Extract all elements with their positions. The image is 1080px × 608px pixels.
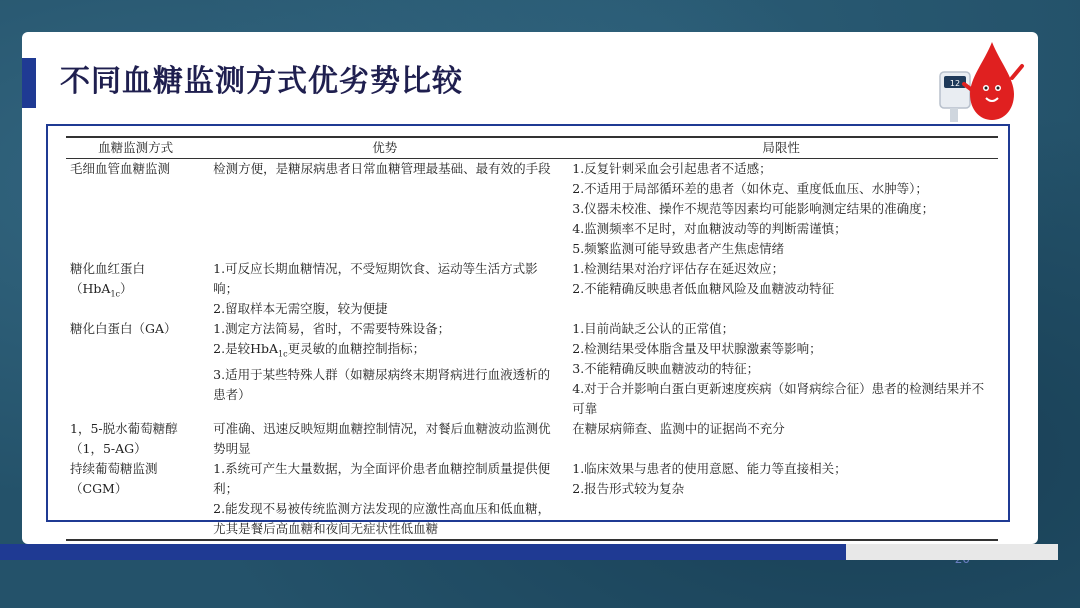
advantage-text: 可准确、迅速反映短期血糖控制情况，对餐后血糖波动监测优势明显	[213, 421, 551, 456]
advantage-text: 检测方便，是糖尿病患者日常血糖管理最基础、最有效的手段	[213, 161, 551, 176]
limitation-text: 5.频繁监测可能导致患者产生焦虑情绪	[572, 241, 785, 256]
page-title: 不同血糖监测方式优劣势比较	[60, 64, 463, 99]
comparison-table-frame	[46, 124, 1010, 536]
table-row	[66, 319, 998, 419]
limitation-text: 4.对于合并影响白蛋白更新速度疾病（如肾病综合征）患者的检测结果并不可靠	[572, 381, 985, 416]
limitation-text: 4.监测频率不足时，对血糖波动等的判断需谨慎；	[572, 221, 847, 236]
method-abbreviation: （CGM）	[70, 481, 128, 496]
method-abbreviation: （HbA$_{1c}$）	[70, 281, 133, 299]
advantage-text: 1.可反应长期血糖情况，不受短期饮食、运动等生活方式影响；	[213, 261, 538, 296]
limitation-text: 2.检测结果受体脂含量及甲状腺激素等影响；	[572, 341, 822, 356]
limitation-text: 在糖尿病筛查、监测中的证据尚不充分	[572, 421, 785, 436]
limitation-text: 2.报告形式较为复杂	[572, 481, 685, 496]
limitation-text: 2.不能精确反映患者低血糖风险及血糖波动特征	[572, 281, 835, 296]
comparison-table	[66, 136, 998, 541]
limitation-text: 1.检测结果对治疗评估存在延迟效应；	[572, 261, 785, 276]
blood-drop-glucose-meter-icon	[934, 38, 1026, 124]
table-row	[66, 419, 998, 459]
meter-reading: 12	[949, 79, 961, 88]
advantage-text: 2.能发现不易被传统监测方法发现的应激性高血压和低血糖，尤其是餐后高血糖和夜间无症状性低血糖	[213, 501, 551, 536]
advantage-text: 1.测定方法简易，省时，不需要特殊设备；	[213, 321, 451, 336]
method-name: 持续葡萄糖监测	[70, 461, 158, 476]
footer-accent-bar	[0, 544, 846, 560]
method-name: 毛细血管血糖监测	[70, 161, 171, 176]
limitation-text: 3.仪器未校准、操作不规范等因素均可能影响测定结果的准确度；	[572, 201, 935, 216]
limitation-text: 3.不能精确反映血糖波动的特征；	[572, 361, 760, 376]
slide	[22, 32, 1038, 544]
title-accent-bar	[22, 58, 36, 108]
limitation-text: 1.目前尚缺乏公认的正常值；	[572, 321, 735, 336]
advantage-text: 3.适用于某些特殊人群（如糖尿病终末期肾病进行血液透析的患者）	[213, 366, 551, 402]
advantage-text: 2.留取样本无需空腹，较为便捷	[213, 301, 388, 316]
advantage-text: 1.系统可产生大量数据，为全面评价患者血糖控制质量提供便利；	[213, 461, 551, 496]
table-row	[66, 159, 998, 260]
table-row	[66, 259, 998, 319]
footer-light-bar	[846, 544, 1058, 560]
limitation-text: 1.反复针刺采血会引起患者不适感；	[572, 161, 772, 176]
method-name: 1，5-脱水葡萄糖醇	[70, 421, 178, 436]
method-abbreviation: （1，5-AG）	[70, 441, 147, 456]
advantage-text: 2.是较HbA$_{1c}$更灵敏的血糖控制指标；	[213, 341, 426, 359]
header-method: 血糖监测方式	[66, 137, 205, 159]
table-row	[66, 459, 998, 540]
method-name: 糖化血红蛋白	[70, 261, 146, 276]
header-advantages: 优势	[205, 137, 564, 159]
method-name: 糖化白蛋白（GA）	[70, 321, 177, 336]
limitation-text: 1.临床效果与患者的使用意愿、能力等直接相关；	[572, 461, 847, 476]
header-limitations: 局限性	[564, 137, 998, 159]
limitation-text: 2.不适用于局部循环差的患者（如休克、重度低血压、水肿等）；	[572, 181, 928, 196]
